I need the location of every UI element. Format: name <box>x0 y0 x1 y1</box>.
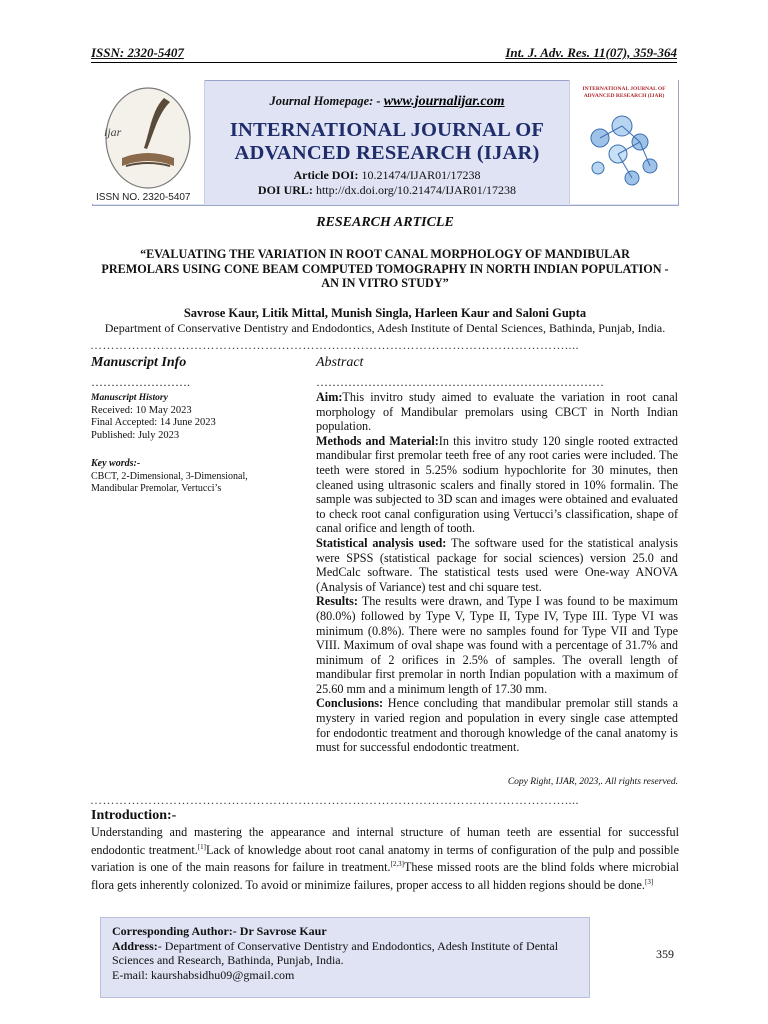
manuscript-history <box>91 392 216 442</box>
abstract-aim: Aim:This invitro study aimed to evaluate the variation in root canal morphology of Mandibular premolars using CBCT in North Indian population. <box>316 390 678 434</box>
corresponding-address: Address:- Department of Conservative Dentistry and Endodontics, Adesh Institute of Dental Sciences and Research, Bathinda, Punjab, India. <box>112 938 559 967</box>
manuscript-dots: ……………………. <box>91 375 190 389</box>
abstract-methods: Methods and Material:In this invitro study 120 single rooted extracted mandibular first premolar teeth free of any root caries were included. The teeth were stored in 5.25% sodium hypochlorite for 30 minutes, then cleaned using ultrasonic scalers and finally stored in 10% formalin. The sample was subjected to 3D scan and images were obtained and evaluated to check root canal configuration using Vertucci’s classification, shape of canal orifice and length of tooth. <box>316 433 678 536</box>
introduction-text: Understanding and mastering the appearance and internal structure of human teeth are essential for successful endodontic treatment.[1]Lack of knowledge about root canal anatomy in terms of configuration of the pulp and possible variation is one of the main reasons for failure in treatment.[2,3]These missed roots are the blind folds where microbial flora gets inherently colonized. To avoid or minimize failures, proper access to all hidden regions should be done.[3] <box>91 825 679 892</box>
corresponding-author <box>112 924 582 982</box>
abstract-conclusions: Conclusions: Hence concluding that mandibular premolar still stands a mystery in varied region and population in every single case attempted for endodontic treatment and thorough knowledge of the canal anatomy is must for successful endodontic treatment. <box>316 696 678 755</box>
abstract-dots: ……………………………………………………………… <box>316 375 604 389</box>
copyright: Copy Right, IJAR, 2023,. All rights reserved. <box>507 777 678 787</box>
separator-dots: …………………………………………………………………………………………………….... <box>90 793 579 807</box>
journal-title <box>205 119 569 165</box>
page-number: 359 <box>656 947 674 961</box>
abstract-statistics: Statistical analysis used: The software used for the statistical analysis were SPSS (statistical package for social sciences) version 25.0 and MedCalc software. The statistical tests used were One-way ANOVA (Analysis of Variance) test and chi square test. <box>316 535 678 594</box>
logo-text: ijar <box>104 125 122 139</box>
article-type: RESEARCH ARTICLE <box>316 215 454 230</box>
citation-header: Int. J. Adv. Res. 11(07), 359-364 <box>505 45 677 60</box>
received-date: Received: 10 May 2023 <box>91 404 192 416</box>
authors: Savrose Kaur, Litik Mittal, Munish Singla, Harleen Kaur and Saloni Gupta <box>183 306 587 320</box>
history-label: Manuscript History <box>91 393 168 403</box>
abstract-results: Results: The results were drawn, and Type I was found to be maximum (80.0%) followed by Type V, Type II, Type IV, Type III. Type VI was minimum (0.8%). There were no samples found for Type VII and Type VIII. Maximum of oval shape was found with a percentage of 31.7% and minimum of 2 orifices in 2.5% of samples. The overall length of mandibular first premolar in north Indian population with a maximum of 25.60 mm and a minimum length of 17.30 mm. <box>316 594 678 696</box>
doi-value: 10.21474/IJAR01/17238 <box>361 168 481 182</box>
homepage-link[interactable]: www.journalijar.com <box>383 94 505 109</box>
citation-ref: [3] <box>644 877 654 886</box>
issn-header: ISSN: 2320-5407 <box>91 45 184 60</box>
published-date: Published: July 2023 <box>91 429 180 441</box>
title-line: AN IN VITRO STUDY” <box>321 276 449 290</box>
abstract-heading: Abstract <box>316 355 364 370</box>
keywords-line: CBCT, 2-Dimensional, 3-Dimensional, <box>91 470 248 482</box>
citation-ref: [2,3] <box>390 860 404 869</box>
introduction-heading: Introduction:- <box>91 808 177 823</box>
article-title <box>88 247 682 291</box>
header-rule <box>91 62 677 63</box>
title-line: “EVALUATING THE VARIATION IN ROOT CANAL MORPHOLOGY OF MANDIBULAR <box>140 247 630 261</box>
accepted-date: Final Accepted: 14 June 2023 <box>91 417 216 428</box>
doi-url-link[interactable]: http://dx.doi.org/10.21474/IJAR01/17238 <box>315 182 517 197</box>
manuscript-info-heading: Manuscript Info <box>91 355 187 370</box>
homepage-label: Journal Homepage: - <box>269 94 381 108</box>
separator-dots: …………………………………………………………………………………………………….... <box>90 338 579 352</box>
abstract-body <box>316 390 678 755</box>
journal-title-line1: INTERNATIONAL JOURNAL OF <box>229 119 545 141</box>
affiliation: Department of Conservative Dentistry and Endodontics, Adesh Institute of Dental Sciences, Bathinda, Punjab, India. <box>104 321 666 335</box>
keywords <box>91 458 248 496</box>
journal-homepage <box>205 94 569 110</box>
doi-block <box>205 168 569 197</box>
keywords-label: Key words:- <box>91 458 141 469</box>
doi-label: Article DOI: <box>293 168 359 182</box>
doi-url-label: DOI URL: <box>257 182 313 197</box>
journal-title-line2: ADVANCED RESEARCH (IJAR) <box>234 142 540 164</box>
keywords-line: Mandibular Premolar, Vertucci’s <box>91 483 222 494</box>
title-line: PREMOLARS USING CONE BEAM COMPUTED TOMOGRAPHY IN NORTH INDIAN POPULATION - <box>101 261 669 276</box>
citation-ref: [1] <box>197 842 206 851</box>
cover-title: INTERNATIONAL JOURNAL OF ADVANCED RESEARCH (IJAR) <box>582 86 666 99</box>
corresponding-email: E-mail: kaurshabsidhu09@gmail.com <box>112 967 295 982</box>
journal-logo <box>92 80 205 204</box>
logo-issn: ISSN NO. 2320-5407 <box>96 192 191 203</box>
corresponding-heading: Corresponding Author:- Dr Savrose Kaur <box>112 924 327 938</box>
